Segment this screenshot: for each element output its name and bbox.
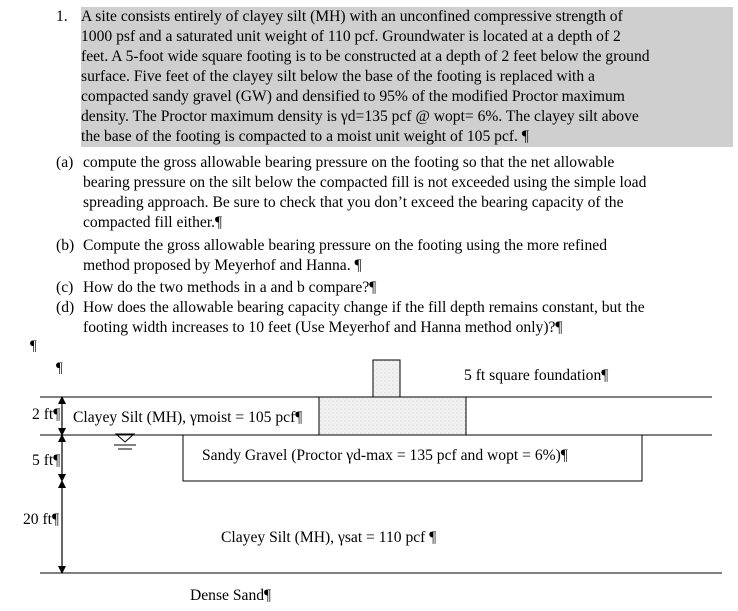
problem-number: 1.	[56, 8, 68, 25]
layer-top-label: Clayey Silt (MH), γmoist = 105 pcf¶	[73, 409, 303, 426]
statement-line: surface. Five feet of the clayey silt below the base of the footing is replaced with a	[81, 68, 595, 85]
part-line: Compute the gross allowable bearing pressure on the footing using the more refined	[83, 237, 607, 254]
depth-5ft-label: 5 ft¶	[32, 452, 61, 469]
layer-fill-label: Sandy Gravel (Proctor γd-max = 135 pcf and wopt = 6%)¶	[202, 447, 568, 464]
part-label: (b)	[56, 237, 75, 254]
part-line: method proposed by Meyerhof and Hanna. ¶	[83, 257, 362, 274]
foundation-label: 5 ft square foundation¶	[464, 367, 609, 384]
part-line: compacted fill either.¶	[83, 214, 223, 231]
statement-line: density. The Proctor maximum density is γd=135 pcf @ wopt= 6%. The clayey silt above	[81, 108, 639, 125]
depth-20ft-label: 20 ft¶	[23, 511, 60, 528]
statement-line: A site consists entirely of clayey silt (MH) with an unconfined compressive strength of	[81, 8, 623, 25]
part-line: spreading approach. Be sure to check that you don’t exceed the bearing capacity of the	[83, 194, 624, 211]
part-label: (d)	[56, 299, 75, 316]
part-label: (c)	[56, 279, 74, 296]
part-label: (a)	[56, 154, 74, 171]
statement-line: compacted sandy gravel (GW) and densified to 95% of the modified Proctor maximum	[81, 88, 625, 105]
water-table-icon	[114, 434, 136, 449]
part-line: footing width increases to 10 feet (Use Meyerhof and Hanna method only)?¶	[83, 319, 563, 336]
dense-sand-label: Dense Sand¶	[190, 587, 272, 604]
depth-2ft-label: 2 ft¶	[32, 406, 61, 423]
statement-line: the base of the footing is compacted to a moist unit weight of 105 pcf. ¶	[81, 128, 529, 145]
pilcrow: ¶	[30, 338, 37, 354]
pilcrow: ¶	[56, 360, 63, 376]
part-line: How does the allowable bearing capacity change if the fill depth remains constant, but the	[83, 299, 645, 316]
part-line: compute the gross allowable bearing pressure on the footing so that the net allowable	[83, 154, 615, 171]
layer-bottom-label: Clayey Silt (MH), γsat = 110 pcf ¶	[221, 529, 437, 546]
footing-pad	[319, 397, 466, 435]
part-line: bearing pressure on the silt below the compacted fill is not exceeded using the simple load	[83, 174, 647, 191]
statement-line: feet. A 5-foot wide square footing is to be constructed at a depth of 2 feet below the ground	[81, 48, 650, 65]
part-line: How do the two methods in a and b compare?¶	[83, 279, 377, 296]
footing-column	[373, 360, 400, 398]
statement-line: 1000 psf and a saturated unit weight of 110 pcf. Groundwater is located at a depth of 2	[81, 28, 621, 45]
